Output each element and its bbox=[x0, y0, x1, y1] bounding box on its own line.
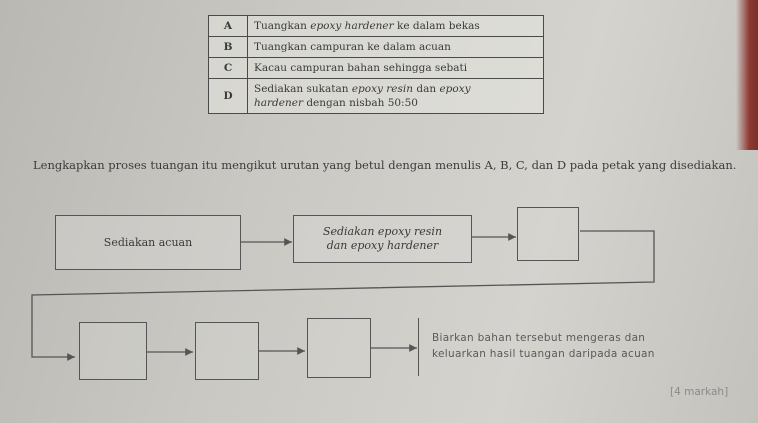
answer-box-1[interactable] bbox=[517, 207, 579, 261]
row-text-line2: hardener dengan nisbah 50:50 bbox=[254, 97, 418, 109]
flow-step2-line1: Sediakan epoxy resin bbox=[322, 225, 443, 238]
row-letter: D bbox=[209, 79, 248, 114]
flow-box-step1 bbox=[55, 215, 241, 270]
flow-box-final bbox=[418, 318, 419, 376]
marks-label: [4 markah] bbox=[670, 386, 729, 398]
answer-box-3[interactable] bbox=[195, 322, 259, 380]
row-text: Tuangkan epoxy hardener ke dalam bekas bbox=[248, 16, 544, 37]
row-letter: C bbox=[209, 58, 248, 79]
row-letter: B bbox=[209, 37, 248, 58]
flow-step2-line2: dan epoxy hardener bbox=[326, 239, 439, 252]
row-text: Tuangkan campuran ke dalam acuan bbox=[248, 37, 544, 58]
question-text: Lengkapkan proses tuangan itu mengikut urutan yang betul dengan menulis A, B, C, dan D pada petak yang disediakan. bbox=[33, 158, 737, 172]
row-text: Kacau campuran bahan sehingga sebati bbox=[248, 58, 544, 79]
flow-final-text bbox=[432, 330, 732, 362]
flow-final-line1: Biarkan bahan tersebut mengeras dan bbox=[432, 332, 646, 344]
flow-step1-label: Sediakan acuan bbox=[103, 235, 193, 249]
row-letter: A bbox=[209, 16, 248, 37]
flow-final-line2: keluarkan hasil tuangan daripada acuan bbox=[432, 348, 655, 360]
answer-box-2[interactable] bbox=[79, 322, 147, 380]
flow-box-step2 bbox=[293, 215, 472, 263]
row-text-line1: Sediakan sukatan epoxy resin dan epoxy bbox=[254, 83, 471, 95]
answer-box-4[interactable] bbox=[307, 318, 371, 378]
